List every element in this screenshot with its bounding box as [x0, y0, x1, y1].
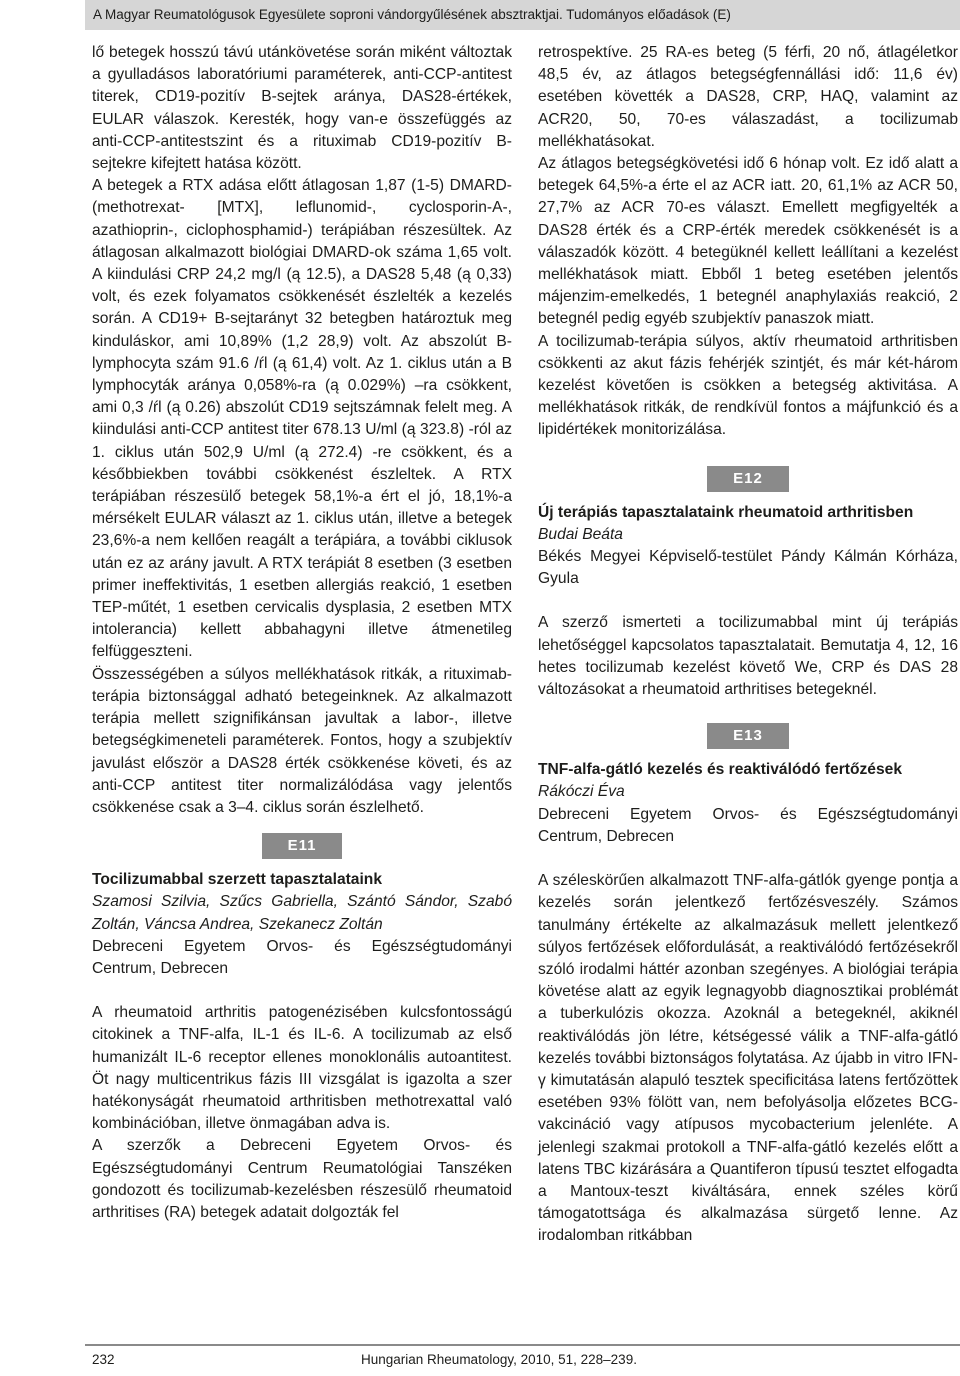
body-paragraph: A széleskörűen alkalmazott TNF-alfa-gátlók gyenge pontja a kezelés során jelentkező fertőzésveszély. Számos tanulmány értékelte az alkalmazásuk mellett jelentkező súlyos fertőzések előfordulását, a reaktiválódó fertőzésekről szóló irodalmi háttér azonban szegényes. A biológiai terápia követése alatt az egyik legnagyobb diagnosztikai problémát a tuberkulózis okozza. Azoknál a betegeknél, akiknél reaktiválódás jön létre, kétségessé válik a TNF-alfa-gátló kezelés további biztonságos folytatása. Az újabb in vitro IFN-γ kimutatásán alapuló tesztek specificitása latens fertőzöttek esetében 93% fölött van, nem befolyásolja előzetes BCG-vakcináció vagy atípusos mycobacterium jelenléte. A jelenlegi szakmai protokoll a TNF-alfa-gátló kezelés előtt a latens TBC kizárására a Quantiferon típusú tesztet elfogadta a Mantoux-teszt kiváltására, ennek széles körű támogatottsága és alkalmazása sürgető lenne. Az irodalomban ritkábban: [538, 872, 958, 1245]
body-paragraph: Összességében a súlyos mellékhatások ritkák, a rituximab-terápia biztonsággal adható betegeinknek. Az alkalmazott terápia mellett szignifikánsan javultak a labor-, illetve betegségkimeneteli paraméterek. Fontos, hogy a szubjektív javulást először a DAS28 érték csökkenése követi, és az anti-CCP antitest titer normalizálódása vagy jelentős csökkenése csak a 3–4. ciklus során észlelhető.: [92, 665, 512, 816]
abstract-affiliation: Debreceni Egyetem Orvos- és Egészségtudományi Centrum, Debrecen: [538, 805, 958, 845]
abstract-affiliation: Debreceni Egyetem Orvos- és Egészségtudományi Centrum, Debrecen: [92, 937, 512, 977]
body-paragraph: lő betegek hosszú távú utánkövetése során miként változtak a gyulladásos laboratóriumi paraméterek, anti-CCP-antitest titerek, CD19-pozitív B-sejtek aránya, DAS28-értékek, EULAR válaszok. Keresték, hogy van-e összefüggés az anti-CCP-antitestszint és a rituximab CD19-pozitív B-sejtekre kifejtett hatása között.: [92, 44, 512, 173]
page-number: 232: [92, 1352, 115, 1367]
body-paragraph: retrospektíve. 25 RA-es beteg (5 férfi, 20 nő, átlagéletkor 48,5 év, az átlagos betegségfennállási idő: 11,6 év) esetében követték a DAS28, CRP, HAQ, valamint az ACR20, 50, 70-es válaszadást, a tocilizumab mellékhatásokat.: [538, 44, 958, 150]
right-column: [538, 42, 958, 1248]
journal-citation: Hungarian Rheumatology, 2010, 51, 228–239.: [361, 1352, 637, 1367]
body-paragraph: A tocilizumab-terápia súlyos, aktív rheumatoid arthritisben csökkenti az akut fázis fehérjék szintjét, és már két-három kezelést követően is csökken a betegség aktivitása. A mellékhatások ritkák, de rendkívül fontos a májfunkció és a lipidértékek monitorizálása.: [538, 332, 958, 439]
body-paragraph: A szerzők a Debreceni Egyetem Orvos- és Egészségtudományi Centrum Reumatológiai Tanszéken gondozott és tocilizumab-kezelésben részesülő rheumatoid arthritises (RA) betegek adatait dolgozták fel: [92, 1137, 512, 1221]
running-header-text: A Magyar Reumatológusok Egyesülete soproni vándorgyűlésének absztraktjai. Tudományos előadások (E): [93, 7, 731, 22]
abstract-title: Tocilizumabbal szerzett tapasztalataink: [92, 871, 383, 889]
footer-divider: [85, 1344, 960, 1346]
running-header: [85, 0, 960, 30]
abstract-authors: Szamosi Szilvia, Szűcs Gabriella, Szántó Sándor, Szabó Zoltán, Váncsa Andrea, Szekanecz Zoltán: [92, 893, 512, 933]
abstract-authors: Budai Beáta: [538, 525, 623, 543]
left-column: [92, 42, 512, 1224]
abstract-tag-e13: E13: [707, 723, 789, 749]
abstract-tag-container: [538, 723, 958, 749]
abstract-tag-container: [92, 833, 512, 859]
body-paragraph: A betegek a RTX adása előtt átlagosan 1,87 (1-5) DMARD- (methotrexat- [MTX], leflunomid-, cyclosporin-A-, azathioprin-, ciclophosphamid-) terápiában részesültek. Az átlagosan alkalmazott biológiai DMARD-ok száma 1,65 volt. A kiindulási CRP 24,2 mg/l (ą 12.5), a DAS28 5,48 (ą 0,33) volt, és ezek folyamatos csökkenését észlelték a kezelés során. A CD19+ B-sejtarányt 32 betegben határoztuk meg kinduláskor, ami 10,89% (1,2 28,9) volt. Az abszolút B-lymphocyta szám 91.6 /ŕl (ą 61,4) volt. Az 1. ciklus után a B lymphocyták aránya 0,058%-ra (ą 0.029%) –ra csökkent, ami 0,3 /ŕl (ą 0.26) abszolút CD19 sejtszámnak felelt meg. A kiindulási anti-CCP antitest titer 678.13 U/ml (ą 323.8) -ról az 1. ciklus után 502,9 U/ml (ą 272.4) -re csökkent, és a későbbiekben további csökkenést észleltek. A RTX terápiában részesülő betegek 58,1%-a ért el jó, 18,1%-a mérsékelt EULAR választ az 1. ciklus után, illetve a betegek 23,6%-a nem kellően reagált a terápiára, a további ciklusok után ez az arány javult. A RTX terápiát 8 esetben (3 esetben primer ineffektivitás, 1 esetben allergiás reakció, 1 esetben TEP-műtét, 1 esetben cervicalis dysplasia, 2 esetben MTX intolerancia) kellett abbahagyni illetve átmenetileg felfüggeszteni.: [92, 177, 512, 661]
abstract-tag-e11: E11: [262, 833, 343, 859]
body-paragraph: A rheumatoid arthritis patogenézisében kulcsfontosságú citokinek a TNF-alfa, IL-1 és IL-6. A tocilizumab az első humanizált IL-6 receptor ellenes monoklonális autoantitest. Öt nagy multicentrikus fázis III vizsgálat is igazolta a szer hatékonyságát rheumatoid arthritisben methotrexattal való kombinációban, illetve önmagában adva is.: [92, 1004, 512, 1133]
abstract-title: TNF-alfa-gátló kezelés és reaktiválódó fertőzések: [538, 761, 902, 779]
body-paragraph: A szerző ismerteti a tocilizumabbal mint új terápiás lehetőséggel kapcsolatos tapasztalatait. Bemutatja 4, 12, 16 hetes tocilizumab kezelést követő We, CRP és DAS 28 változásokat a rheumatoid arthritises betegeknél.: [538, 614, 958, 699]
abstract-tag-e12: E12: [707, 466, 789, 492]
abstract-tag-container: [538, 466, 958, 492]
abstract-title: Új terápiás tapasztalataink rheumatoid arthritisben: [538, 503, 914, 521]
body-paragraph: Az átlagos betegségkövetési idő 6 hónap volt. Ez idő alatt a betegek 64,5%-a érte el az ACR iatt. 20, 61,1% az ACR 50, 27,7% az ACR 70-es választ. Emellett megfigyelték a DAS28 érték és a CRP-érték meredek csökkenését is a válaszadók között. 4 betegüknél kellett leállítani a kezelést mellékhatások miatt. Ebből 1 beteg esetében jelentős májenzim-emelkedés, 1 betegnél anaphylaxiás reakció, 2 betegnél pedig egyéb szubjektív panaszok miatt.: [538, 155, 958, 328]
abstract-affiliation: Békés Megyei Képviselő-testület Pándy Kálmán Kórháza, Gyula: [538, 548, 958, 588]
abstract-authors: Rákóczi Éva: [538, 783, 625, 801]
